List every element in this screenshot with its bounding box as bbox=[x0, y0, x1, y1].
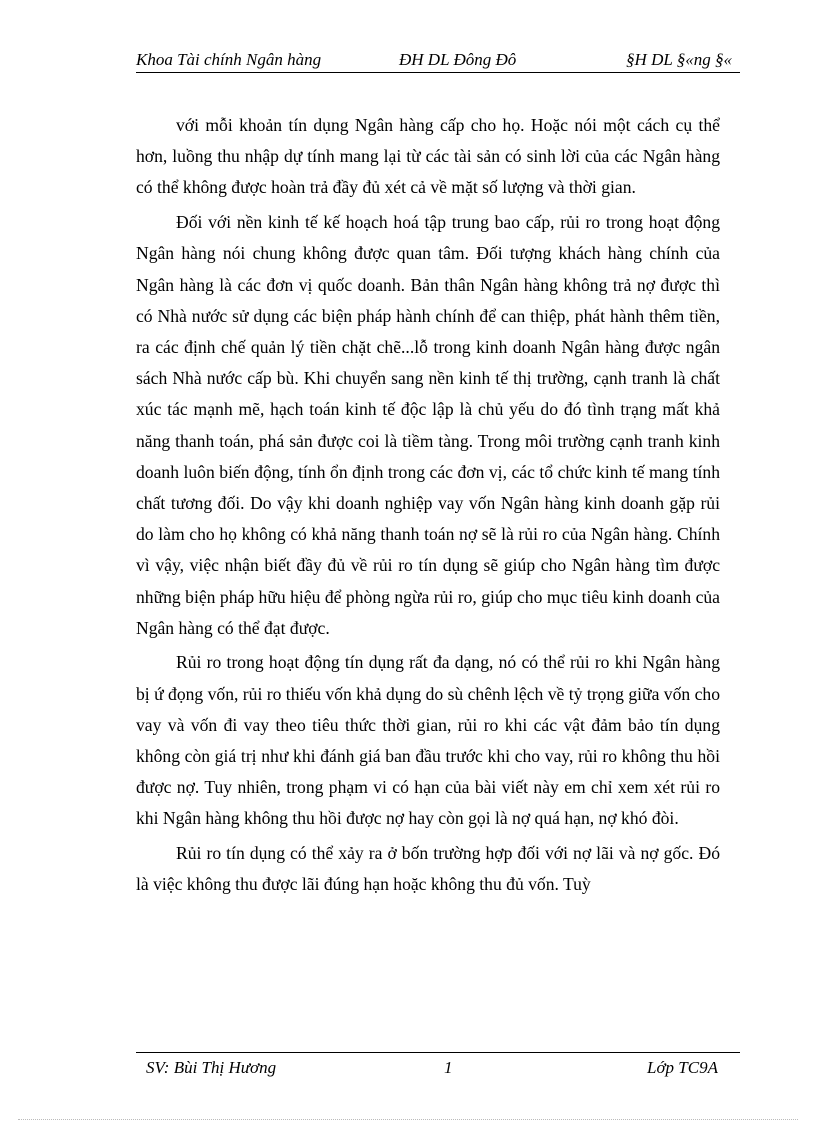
paragraph-3: Rủi ro trong hoạt động tín dụng rất đa dạng, nó có thể rủi ro khi Ngân hàng bị ứ đọng vốn, rủi ro thiếu vốn khả dụng do sù chênh lệch về tỷ trọng giữa vốn cho vay và vốn đi vay theo tiêu thức thời gian, rủi ro khi các vật đảm bảo tín dụng không còn giá trị như khi đánh giá ban đầu trước khi cho vay, rủi ro không thu hồi được nợ. Tuy nhiên, trong phạm vi có hạn của bài viết này em chỉ xem xét rủi ro khi Ngân hàng không thu hồi được nợ hay còn gọi là nợ quá hạn, nợ khó đòi. bbox=[136, 652, 720, 829]
page-header bbox=[136, 50, 740, 73]
paragraph-4: Rủi ro tín dụng có thể xảy ra ở bốn trường hợp đối với nợ lãi và nợ gốc. Đó là việc không thu được lãi đúng hạn hoặc không thu đủ vốn. Tuỳ bbox=[136, 843, 720, 895]
header-faculty: Khoa Tài chính Ngân hàng bbox=[136, 50, 322, 69]
paragraph-2: Đối với nền kinh tế kế hoạch hoá tập trung bao cấp, rủi ro trong hoạt động Ngân hàng nói chung không được quan tâm. Đối tượng khách hàng chính của Ngân hàng là các đơn vị quốc doanh. Bản thân Ngân hàng không trả nợ được thì có Nhà nước sử dụng các biện pháp hành chính để can thiệp, phát hành thêm tiền, ra các định chế quản lý tiền chặt chẽ...lỗ trong kinh doanh Ngân hàng được ngân sách Nhà nước cấp bù. Khi chuyển sang nền kinh tế thị trường, cạnh tranh là chất xúc tác mạnh mẽ, hạch toán kinh tế độc lập là chủ yếu do đó tình trạng mất khả năng thanh toán, phá sản được coi là tiềm tàng. Trong môi trường cạnh tranh kinh doanh luôn biến động, tính ổn định trong các đơn vị, các tổ chức kinh tế mang tính chất tương đối. Do vậy khi doanh nghiệp vay vốn Ngân hàng kinh doanh gặp rủi do làm cho họ không có khả năng thanh toán nợ sẽ là rủi ro của Ngân hàng. Chính vì vậy, việc nhận biết đầy đủ về rủi ro tín dụng sẽ giúp cho Ngân hàng tìm được những biện pháp hữu hiệu để phòng ngừa rủi ro, giúp cho mục tiêu kinh doanh của Ngân hàng có thể đạt được. bbox=[136, 212, 720, 638]
footer-page-number: 1 bbox=[444, 1058, 453, 1077]
paragraph-1: với mỗi khoản tín dụng Ngân hàng cấp cho họ. Hoặc nói một cách cụ thể hơn, luồng thu nhập dự tính mang lại từ các tài sản có sinh lời của các Ngân hàng có thể không được hoàn trả đầy đủ xét cả về mặt số lượng và thời gian. bbox=[136, 115, 720, 198]
page-edge-divider bbox=[18, 1119, 798, 1120]
header-university: ĐH DL Đông Đô bbox=[399, 50, 517, 69]
page-footer bbox=[136, 1052, 740, 1079]
footer-class: Lớp TC9A bbox=[647, 1058, 718, 1077]
document-body bbox=[136, 110, 720, 904]
footer-student: SV: Bùi Thị Hương bbox=[146, 1058, 277, 1077]
header-university-legacy: §H DL §«ng §« bbox=[626, 50, 732, 69]
